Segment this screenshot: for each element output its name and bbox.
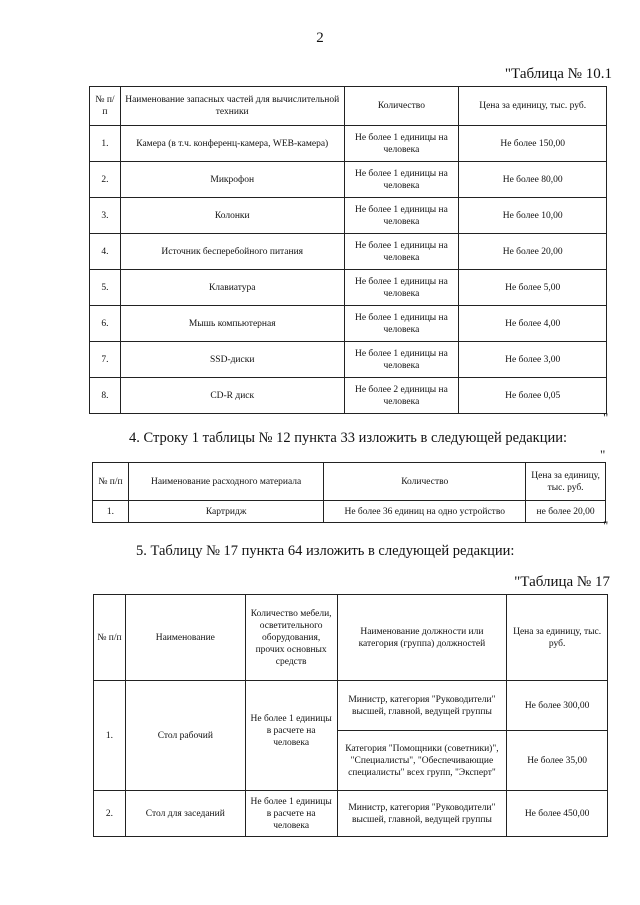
row-num: 1.: [94, 681, 126, 791]
row-num: 7.: [90, 342, 121, 378]
row-qty: Не более 36 единиц на одно устройство: [324, 501, 526, 523]
row-num: 3.: [90, 198, 121, 234]
table-row: [90, 234, 607, 270]
row-num: 8.: [90, 378, 121, 414]
row-price: Не более 3,00: [459, 342, 607, 378]
row-qty: Не более 1 единицы на человека: [344, 198, 459, 234]
table-12: [92, 462, 606, 523]
row-qty: Не более 1 единицы на человека: [344, 162, 459, 198]
col-header-name: Наименование: [125, 595, 245, 681]
table-row: [90, 306, 607, 342]
row-qty: Не более 1 единицы в расчете на человека: [245, 681, 337, 791]
col-header-qty: Количество: [344, 87, 459, 126]
col-header-qty: Количество: [324, 463, 526, 501]
col-header-price: Цена за единицу, тыс. руб.: [507, 595, 608, 681]
row-num: 5.: [90, 270, 121, 306]
row-position: Категория "Помощники (советники)", "Специалисты", "Обеспечивающие специалисты" всех групп, "Эксперт": [337, 731, 507, 791]
row-name: Источник бесперебойного питания: [120, 234, 344, 270]
row-price: Не более 35,00: [507, 731, 608, 791]
row-price: Не более 20,00: [459, 234, 607, 270]
table-row: [90, 198, 607, 234]
row-price: Не более 4,00: [459, 306, 607, 342]
row-qty: Не более 1 единицы на человека: [344, 306, 459, 342]
table-row: [90, 126, 607, 162]
table-header-row: [94, 595, 608, 681]
row-position: Министр, категория "Руководители" высшей, главной, ведущей группы: [337, 791, 507, 837]
table-row: [90, 378, 607, 414]
row-name: Камера (в т.ч. конференц-камера, WEB-камера): [120, 126, 344, 162]
table-header-row: [93, 463, 606, 501]
row-num: 6.: [90, 306, 121, 342]
table-17-caption: "Таблица № 17: [514, 574, 610, 590]
row-price: Не более 450,00: [507, 791, 608, 837]
table-row: [94, 681, 608, 731]
row-qty: Не более 2 единицы на человека: [344, 378, 459, 414]
table-12-opening-quote: ": [600, 447, 606, 462]
col-header-price: Цена за единицу, тыс. руб.: [526, 463, 606, 501]
table-row: [90, 162, 607, 198]
page-number: 2: [316, 30, 324, 46]
row-name: Стол рабочий: [125, 681, 245, 791]
row-num: 2.: [90, 162, 121, 198]
paragraph-4: 4. Строку 1 таблицы № 12 пункта 33 изложить в следующей редакции:: [129, 430, 568, 446]
row-name: CD-R диск: [120, 378, 344, 414]
col-header-name: Наименование запасных частей для вычислительной техники: [120, 87, 344, 126]
row-num: 1.: [93, 501, 129, 523]
col-header-price: Цена за единицу, тыс. руб.: [459, 87, 607, 126]
paragraph-5: 5. Таблицу № 17 пункта 64 изложить в следующей редакции:: [136, 543, 515, 559]
col-header-num: № п/п: [90, 87, 121, 126]
row-position: Министр, категория "Руководители" высшей, главной, ведущей группы: [337, 681, 507, 731]
row-num: 2.: [94, 791, 126, 837]
row-qty: Не более 1 единицы на человека: [344, 126, 459, 162]
row-qty: Не более 1 единицы на человека: [344, 270, 459, 306]
row-price: Не более 300,00: [507, 681, 608, 731]
row-name: Клавиатура: [120, 270, 344, 306]
row-num: 1.: [90, 126, 121, 162]
table-10-1: [89, 86, 607, 414]
row-price: Не более 10,00: [459, 198, 607, 234]
row-price: Не более 80,00: [459, 162, 607, 198]
table-12-closing-quote: ": [603, 518, 609, 533]
col-header-position: Наименование должности или категория (группа) должностей: [337, 595, 507, 681]
table-10-1-closing-quote: ": [603, 410, 609, 425]
table-row: [90, 270, 607, 306]
row-name: Колонки: [120, 198, 344, 234]
row-price: не более 20,00: [526, 501, 606, 523]
table-row: [90, 342, 607, 378]
row-num: 4.: [90, 234, 121, 270]
row-price: Не более 0,05: [459, 378, 607, 414]
col-header-name: Наименование расходного материала: [128, 463, 323, 501]
row-price: Не более 150,00: [459, 126, 607, 162]
row-qty: Не более 1 единицы на человека: [344, 234, 459, 270]
row-name: Мышь компьютерная: [120, 306, 344, 342]
table-17: [93, 594, 608, 837]
col-header-num: № п/п: [94, 595, 126, 681]
row-name: Стол для заседаний: [125, 791, 245, 837]
col-header-qty: Количество мебели, осветительного оборудования, прочих основных средств: [245, 595, 337, 681]
table-10-1-caption: "Таблица № 10.1: [504, 66, 612, 82]
row-qty: Не более 1 единицы на человека: [344, 342, 459, 378]
table-row: [94, 791, 608, 837]
row-name: Картридж: [128, 501, 323, 523]
table-row: [93, 501, 606, 523]
row-price: Не более 5,00: [459, 270, 607, 306]
row-name: SSD-диски: [120, 342, 344, 378]
row-name: Микрофон: [120, 162, 344, 198]
col-header-num: № п/п: [93, 463, 129, 501]
table-header-row: [90, 87, 607, 126]
row-qty: Не более 1 единицы в расчете на человека: [245, 791, 337, 837]
